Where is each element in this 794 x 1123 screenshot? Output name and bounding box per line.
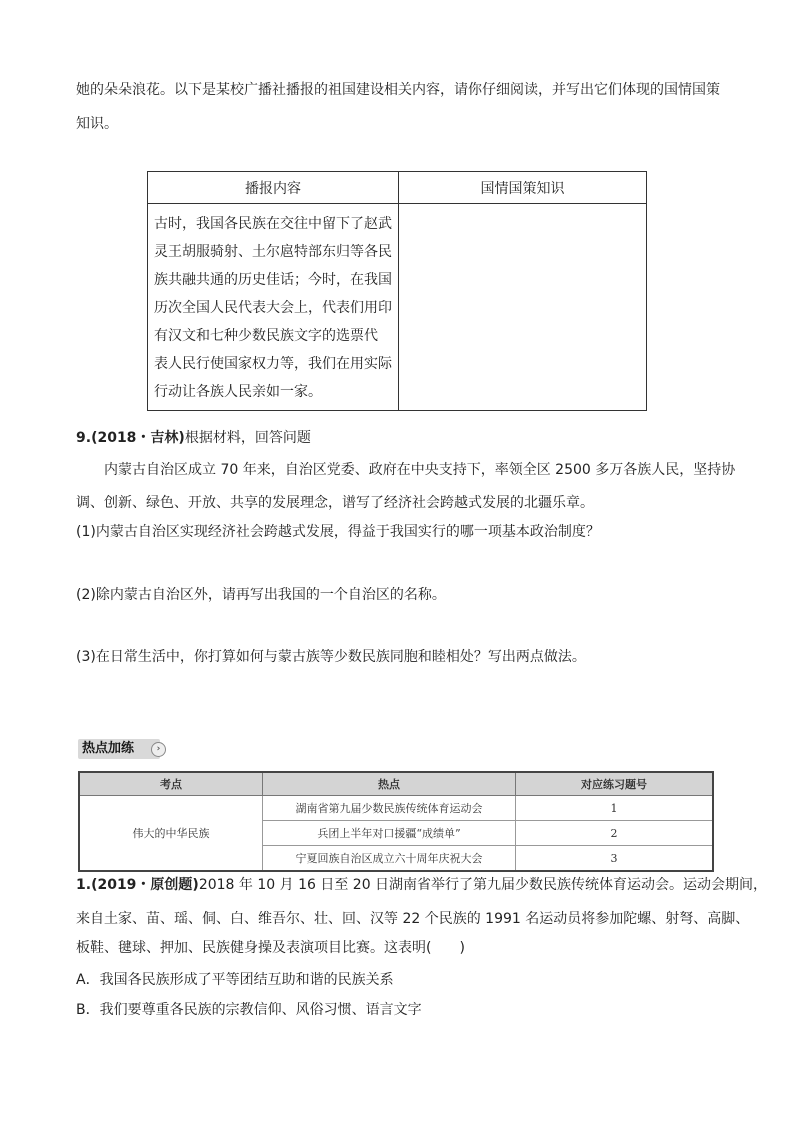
answer-cell[interactable]: [399, 204, 647, 411]
broadcast-table: [147, 171, 647, 411]
question-text: 2018 年 10 月 16 日至 20 日湖南省举行了第九届少数民族传统体育运动会。运动会期间，: [198, 877, 768, 893]
number-cell: 2: [516, 821, 714, 846]
hot-cell: 兵团上半年对口援疆“成绩单”: [263, 821, 516, 846]
content-line: 古时，我国各民族在交往中留下了赵武: [154, 216, 392, 232]
content-line: 有汉文和七种少数民族文字的选票代: [154, 328, 378, 344]
option-a[interactable]: A．我国各民族形成了平等团结互助和谐的民族关系: [76, 972, 394, 988]
material-line-2: 调、创新、绿色、开放、共享的发展理念，谱写了经济社会跨越式发展的北疆乐章。: [76, 495, 594, 511]
number-cell: 3: [516, 846, 714, 872]
header-broadcast-content: 播报内容: [148, 172, 399, 204]
content-line: 行动让各族人民亲如一家。: [154, 384, 322, 400]
question-1-line-1: [76, 875, 767, 895]
question-1-line-3: 板鞋、毽球、押加、民族健身操及表演项目比赛。这表明( ): [76, 940, 465, 956]
hot-topic-table: [78, 771, 714, 872]
number-cell: 1: [516, 796, 714, 821]
sub-question-3: (3)在日常生活中，你打算如何与蒙古族等少数民族同胞和睦相处？写出两点做法。: [76, 649, 586, 665]
content-line: 灵王胡服骑射、土尔扈特部东归等各民: [154, 244, 392, 260]
sub-question-1: (1)内蒙古自治区实现经济社会跨越式发展，得益于我国实行的哪一项基本政治制度？: [76, 524, 600, 540]
topic-cell: 伟大的中华民族: [79, 796, 263, 872]
hot-cell: 宁夏回族自治区成立六十周年庆祝大会: [263, 846, 516, 872]
option-b[interactable]: B．我们要尊重各民族的宗教信仰、风俗习惯、语言文字: [76, 1002, 422, 1018]
table-row: [79, 796, 713, 821]
header-policy-knowledge: 国情国策知识: [399, 172, 647, 204]
hot-practice-badge: [78, 739, 160, 759]
question-9-heading: [76, 428, 311, 448]
badge-label: 热点加练: [82, 741, 135, 756]
intro-line-2: 知识。: [76, 116, 118, 132]
content-line: 族共融共通的历史佳话；今时，在我国: [154, 272, 392, 288]
question-source: (2018・吉林): [91, 430, 185, 446]
intro-line-1: 她的朵朵浪花。以下是某校广播社播报的祖国建设相关内容，请你仔细阅读，并写出它们体现的国情国策: [76, 82, 720, 98]
hot-cell: 湖南省第九届少数民族传统体育运动会: [263, 796, 516, 821]
chevron-right-icon: ›: [151, 742, 166, 757]
question-stem: 根据材料，回答问题: [184, 430, 311, 446]
question-source: (2019・原创题): [91, 877, 199, 893]
content-line: 历次全国人民代表大会上，代表们用印: [154, 300, 392, 316]
broadcast-content-cell: [148, 204, 399, 411]
header-exercise-number: 对应练习题号: [516, 772, 714, 796]
sub-question-2: (2)除内蒙古自治区外，请再写出我国的一个自治区的名称。: [76, 587, 446, 603]
header-exam-point: 考点: [79, 772, 263, 796]
question-number: 9.: [76, 430, 92, 446]
header-hot-topic: 热点: [263, 772, 516, 796]
question-1-line-2: 来自土家、苗、瑶、侗、白、维吾尔、壮、回、汉等 22 个民族的 1991 名运动员将参加陀螺、射弩、高脚、: [76, 911, 750, 927]
content-line: 表人民行使国家权力等，我们在用实际: [154, 356, 392, 372]
material-line-1: 内蒙古自治区成立 70 年来，自治区党委、政府在中央支持下，率领全区 2500 多万各族人民，坚持协: [104, 462, 736, 478]
question-number: 1.: [76, 877, 92, 893]
